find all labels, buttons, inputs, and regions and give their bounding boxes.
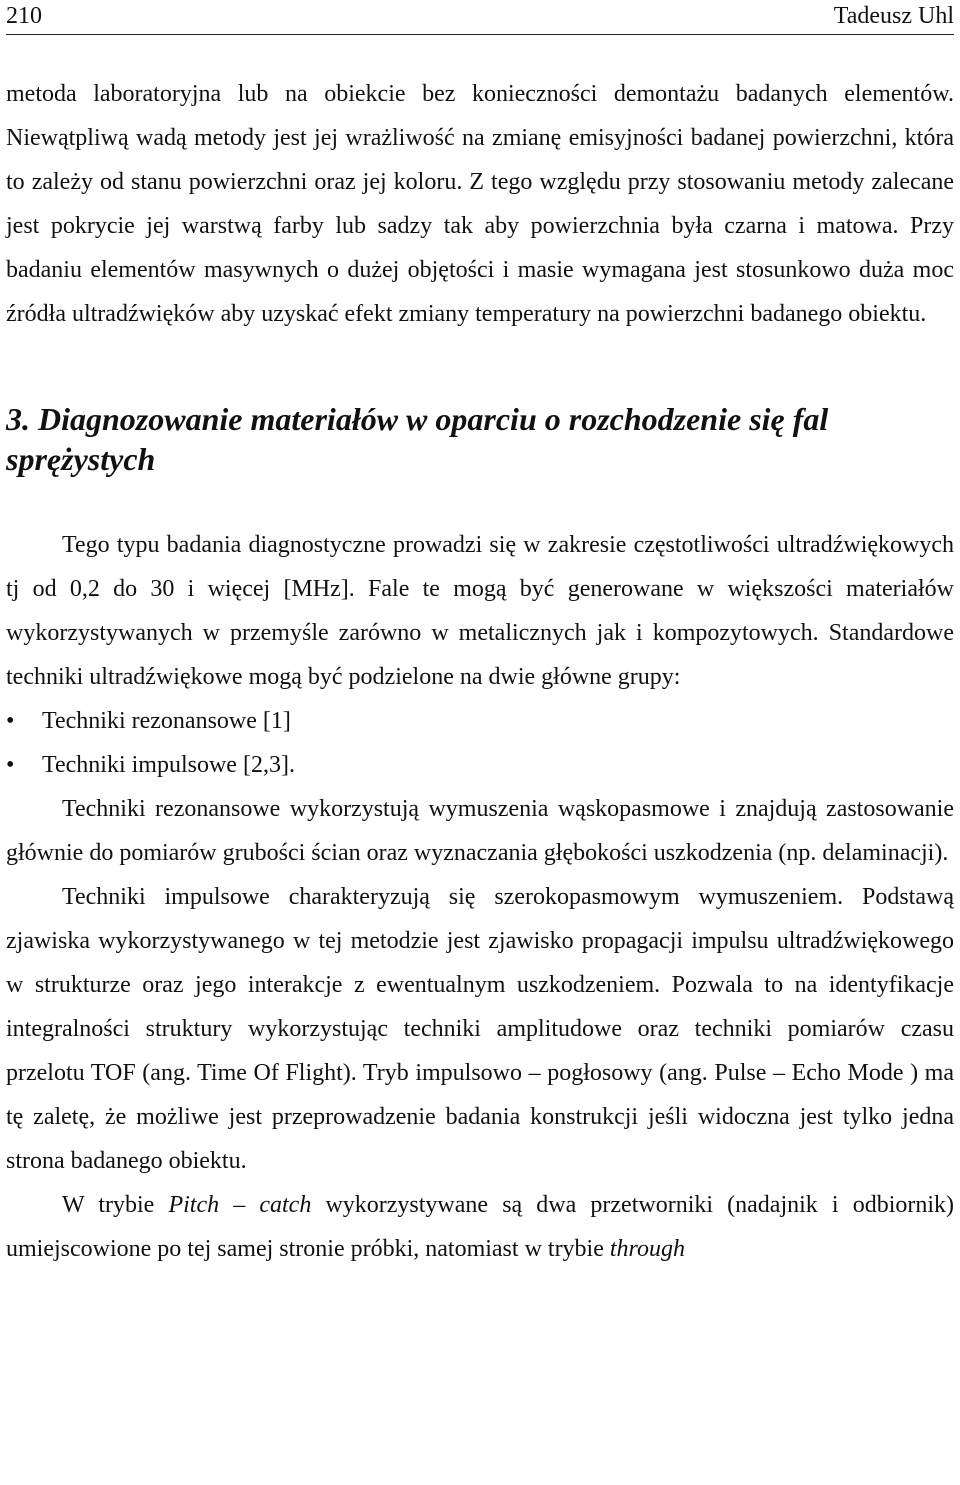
paragraph-2: Tego typu badania diagnostyczne prowadzi się w zakresie częstotliwości ultradźwiękowych tj od 0,2 do 30 i więcej [MHz]. Fale te mogą być generowane w większości materiałów wykorzystywanych w przemyśle zarówno w metalicznych jak i kompozytowych. Standardowe techniki ultradźwiękowe mogą być podzielone na dwie główne grupy:: [6, 532, 954, 690]
paragraph-5: [6, 1183, 954, 1271]
running-author: Tadeusz Uhl: [833, 3, 954, 29]
paragraph-5-text-b: wykorzystywane są dwa przetworniki (nadajnik i odbiornik) umiejscowione po tej samej stronie próbki, natomiast w trybie: [6, 1192, 955, 1262]
paragraph-1: metoda laboratoryjna lub na obiekcie bez konieczności demontażu badanych elementów. Niewątpliwą wadą metody jest jej wrażliwość na zmianę emisyjności badanej powierzchni, która to zależy od stanu powierzchni oraz jej koloru. Z tego względu przy stosowaniu metody zalecane jest pokrycie jej warstwą farby lub sadzy tak aby powierzchnia była czarna i matowa. Przy badaniu elementów masywnych o dużej objętości i masie wymagana jest stosunkowo duża moc źródła ultradźwięków aby uzyskać efekt zmiany temperatury na powierzchni badanego obiektu.: [6, 81, 954, 327]
bullet-icon: •: [6, 708, 15, 734]
page-number: 210: [6, 3, 42, 29]
italic-term-pitch-catch: Pitch – catch: [168, 1192, 312, 1218]
list-item-text: Techniki impulsowe [2,3].: [42, 752, 295, 778]
section-heading: 3. Diagnozowanie materiałów w oparciu o rozchodzenie się fal sprężystych: [6, 401, 829, 477]
list-item-text: Techniki rezonansowe [1]: [42, 708, 291, 734]
bullet-list: [6, 699, 954, 787]
paragraph-4: Techniki impulsowe charakteryzują się szerokopasmowym wymuszeniem. Podstawą zjawiska wykorzystywanego w tej metodzie jest zjawisko propagacji impulsu ultradźwiękowego w strukturze oraz jego interakcje z ewentualnym uszkodzeniem. Pozwala to na identyfikacje integralności struktury wykorzystując techniki amplitudowe oraz techniki pomiarów czasu przelotu TOF (ang. Time Of Flight). Tryb impulsowo – pogłosowy (ang. Pulse – Echo Mode ) ma tę zaletę, że możliwe jest przeprowadzenie badania konstrukcji jeśli widoczna jest tylko jedna strona badanego obiektu.: [6, 884, 954, 1174]
paragraph-3: Techniki rezonansowe wykorzystują wymuszenia wąskopasmowe i znajdują zastosowanie głównie do pomiarów grubości ścian oraz wyznaczania głębokości uszkodzenia (np. delaminacji).: [6, 796, 954, 866]
list-item: [6, 699, 954, 743]
list-item: [6, 743, 954, 787]
bullet-icon: •: [6, 752, 15, 778]
running-header: [6, 0, 954, 35]
paragraph-5-text-a: W trybie: [62, 1192, 169, 1218]
italic-term-through: through: [609, 1236, 686, 1262]
page-body: [6, 72, 954, 1271]
